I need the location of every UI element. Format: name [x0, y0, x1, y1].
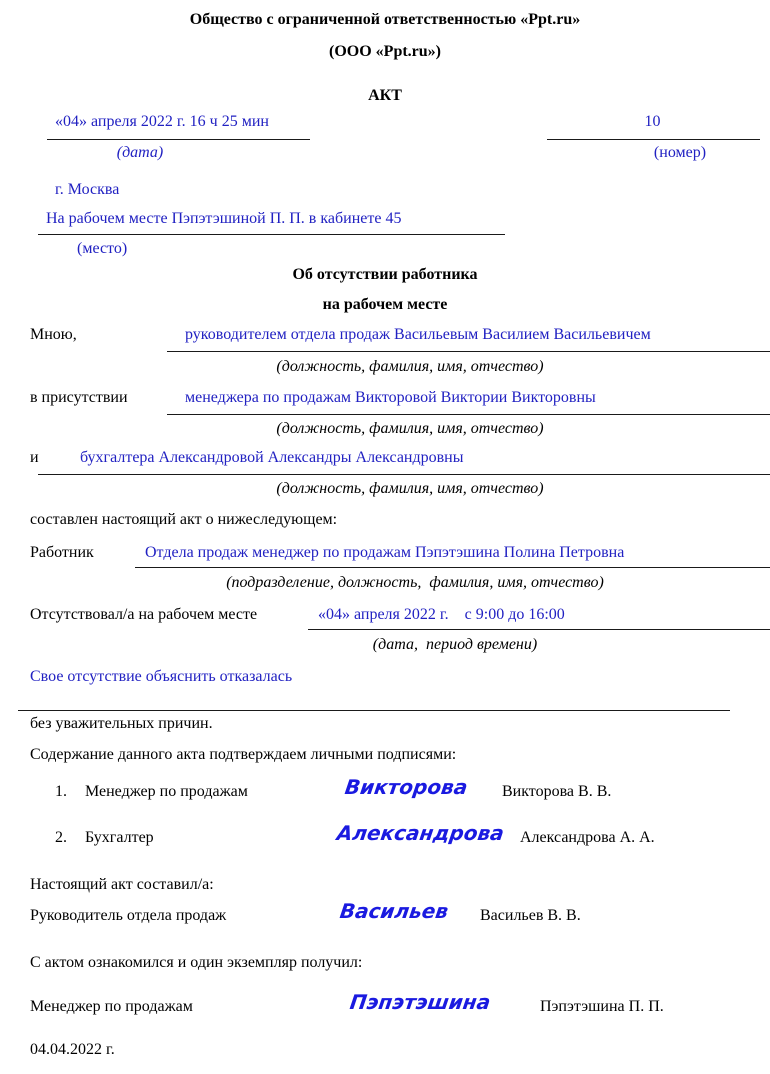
- acquainted-signature-row: [0, 990, 770, 1027]
- employee-fill-line: [135, 567, 770, 568]
- acquainted-label: С актом ознакомился и один экземпляр получил:: [30, 954, 363, 971]
- no-reason-text: без уважительных причин.: [30, 715, 213, 732]
- place-hint-label: (место): [77, 240, 128, 257]
- absent-hint-label: (дата, период времени): [372, 636, 538, 653]
- witness-number: 1.: [55, 783, 67, 800]
- composed-statement: составлен настоящий акт о нижеследующем:: [30, 511, 338, 528]
- org-name: Общество с ограниченной ответственностью «Ppt.ru»: [189, 11, 581, 28]
- date-fill-line: [47, 139, 310, 140]
- by-hint-label: (должность, фамилия, имя, отчество): [276, 358, 544, 375]
- number-fill-line: [547, 139, 760, 140]
- witness-name: Александрова А. А.: [520, 829, 655, 846]
- composer-signature-row: [0, 899, 770, 936]
- witness-position: Менеджер по продажам: [85, 783, 248, 800]
- witness-number: 2.: [55, 829, 67, 846]
- org-short-name: (ООО «Ppt.ru»): [329, 43, 441, 60]
- employee-hint-label: (подразделение, должность, фамилия, имя, отчество): [226, 574, 604, 591]
- witness-position: Бухгалтер: [85, 829, 154, 846]
- confirm-statement: Содержание данного акта подтверждаем личными подписями:: [30, 746, 457, 763]
- presence-value: менеджера по продажам Викторовой Виктории Викторовны: [185, 389, 596, 406]
- presence-hint-label: (должность, фамилия, имя, отчество): [276, 420, 544, 437]
- absent-value: «04» апреля 2022 г. с 9:00 до 16:00: [318, 606, 565, 623]
- by-label: Мною,: [30, 326, 77, 343]
- composer-name: Васильев В. В.: [480, 907, 581, 924]
- composed-by-label: Настоящий акт составил/а:: [30, 876, 214, 893]
- explanation-fill-line: [18, 710, 730, 711]
- act-number-value: 10: [644, 113, 661, 130]
- place-value: На рабочем месте Пэпэтэшиной П. П. в кабинете 45: [46, 210, 402, 227]
- presence-label: в присутствии: [30, 389, 128, 406]
- and-hint-label: (должность, фамилия, имя, отчество): [276, 480, 544, 497]
- by-value: руководителем отдела продаж Васильевым Василием Васильевичем: [185, 326, 651, 343]
- presence-fill-line: [167, 414, 770, 415]
- date-hint-label: (дата): [116, 144, 164, 161]
- act-date-value: «04» апреля 2022 г. 16 ч 25 мин: [55, 113, 269, 130]
- subject-line-1: Об отсутствии работника: [292, 266, 478, 283]
- witness-signature-row: [0, 821, 770, 858]
- acquainted-name: Пэпэтэшина П. П.: [540, 998, 664, 1015]
- composer-signature-script: Васильев: [338, 899, 450, 923]
- number-hint-label: (номер): [653, 144, 707, 161]
- and-label: и: [30, 449, 39, 466]
- employee-value: Отдела продаж менеджер по продажам Пэпэтэшина Полина Петровна: [145, 544, 625, 561]
- composer-position: Руководитель отдела продаж: [30, 907, 227, 924]
- by-fill-line: [167, 351, 770, 352]
- acquainted-position: Менеджер по продажам: [30, 998, 193, 1015]
- absent-fill-line: [308, 629, 770, 630]
- witness-signature-script: Александрова: [335, 821, 506, 845]
- and-fill-line: [38, 474, 770, 475]
- subject-line-2: на рабочем месте: [322, 296, 448, 313]
- doc-type-title: АКТ: [368, 87, 402, 104]
- acquainted-signature-script: Пэпэтэшина: [348, 990, 493, 1014]
- footer-date: 04.04.2022 г.: [30, 1041, 115, 1058]
- city-text: г. Москва: [55, 181, 120, 198]
- witness-signature-row: [0, 775, 770, 812]
- explanation-value: Свое отсутствие объяснить отказалась: [30, 668, 293, 685]
- witness-name: Викторова В. В.: [502, 783, 612, 800]
- place-fill-line: [38, 234, 505, 235]
- employee-label: Работник: [30, 544, 94, 561]
- witness-signature-script: Викторова: [343, 775, 470, 799]
- and-value: бухгалтера Александровой Александры Александровны: [80, 449, 464, 466]
- absent-label: Отсутствовал/а на рабочем месте: [30, 606, 258, 623]
